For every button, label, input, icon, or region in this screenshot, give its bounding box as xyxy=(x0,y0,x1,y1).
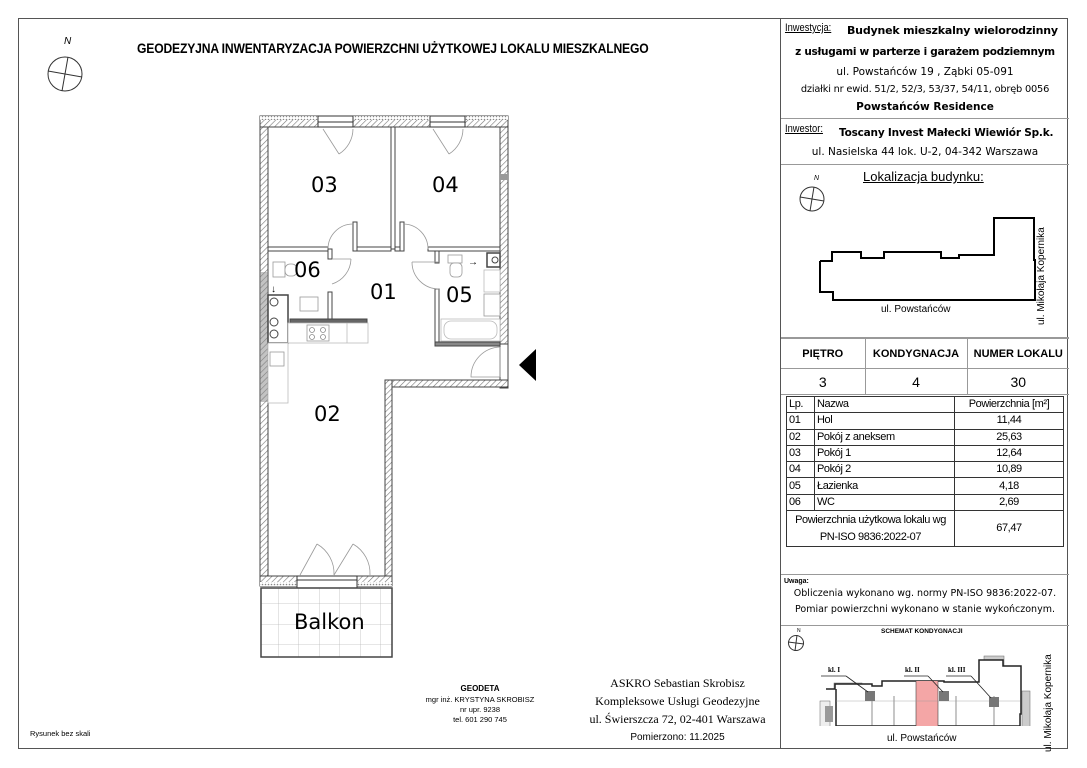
row-name: Hol xyxy=(815,413,955,429)
schema-title: SCHEMAT KONDYGNACJI xyxy=(881,628,963,635)
row-area: 25,63 xyxy=(955,429,1064,445)
room-03-label: 03 xyxy=(311,173,338,197)
investor-name: Toscany Invest Małecki Wiewiór Sp.k. xyxy=(839,127,1054,139)
row-name: Pokój z aneksem xyxy=(815,429,955,445)
row-name: Pokój 1 xyxy=(815,445,955,461)
investment-section xyxy=(781,18,1069,119)
compass-icon xyxy=(45,54,85,94)
value-unit-number: 30 xyxy=(967,369,1069,395)
table-row xyxy=(787,429,1064,445)
stair-label-1: kl. I xyxy=(828,666,841,674)
table-row xyxy=(787,494,1064,510)
table-row xyxy=(787,462,1064,478)
surveyor-license: nr upr. 9238 xyxy=(459,705,501,714)
schema-plan xyxy=(816,646,1031,726)
surveyor-phone: tel. 601 290 745 xyxy=(453,715,507,724)
row-lp: 05 xyxy=(787,478,815,494)
header-floor: PIĘTRO xyxy=(781,339,865,369)
location-section xyxy=(781,165,1069,338)
page-title: GEODEZYJNA INWENTARYZACJA POWIERZCHNI UŻYTKOWEJ LOKALU MIESZKALNEGO xyxy=(137,41,649,56)
total-label xyxy=(787,511,955,547)
investment-label: Inwestycja: xyxy=(785,22,832,34)
investor-section xyxy=(781,119,1069,165)
table-row xyxy=(787,478,1064,494)
schema-street-bottom: ul. Powstańców xyxy=(887,733,957,744)
room-02-label: 02 xyxy=(314,402,341,426)
schema-north-label: N xyxy=(797,628,801,634)
stair-label-3: kl. III xyxy=(948,666,966,674)
row-lp: 03 xyxy=(787,445,815,461)
row-lp: 02 xyxy=(787,429,815,445)
row-lp: 01 xyxy=(787,413,815,429)
entrance-arrow-icon xyxy=(518,348,538,382)
row-area: 11,44 xyxy=(955,413,1064,429)
header-storey: KONDYGNACJA xyxy=(865,339,967,369)
surveyor-name: mgr inż. KRYSTYNA SKROBISZ xyxy=(425,695,535,704)
notes-section xyxy=(781,574,1069,626)
investment-line2: z usługami w parterze i garażem podziemnym xyxy=(795,46,1055,58)
room-04-label: 04 xyxy=(432,173,459,197)
investment-plots: działki nr ewid. 51/2, 52/3, 53/37, 54/11, obręb 0056 xyxy=(800,84,1050,95)
surveyor-block xyxy=(415,684,545,724)
row-name: Pokój 2 xyxy=(815,462,955,478)
surveyor-title: GEODETA xyxy=(460,684,500,693)
col-name: Nazwa xyxy=(815,397,955,413)
total-label-line2: PN-ISO 9836:2022-07 xyxy=(819,530,922,543)
notes-line1: Obliczenia wykonano wg. normy PN-ISO 9836:2022-07. xyxy=(793,588,1057,599)
notes-label: Uwaga: xyxy=(784,578,809,585)
company-desc: Kompleksowe Usługi Geodezyjne xyxy=(595,694,760,708)
row-area: 12,64 xyxy=(955,445,1064,461)
investment-name: Powstańców Residence xyxy=(856,101,994,113)
location-street-bottom: ul. Powstańców xyxy=(881,304,951,315)
col-area: Powierzchnia [m²] xyxy=(955,397,1064,413)
info-panel xyxy=(780,18,1068,752)
location-title: Lokalizacja budynku: xyxy=(863,169,984,184)
row-area: 4,18 xyxy=(955,478,1064,494)
schema-street-right: ul. Mikołaja Kopernika xyxy=(1043,654,1054,752)
investor-label: Inwestor: xyxy=(785,123,823,135)
value-storey: 4 xyxy=(865,369,967,395)
area-table xyxy=(786,396,1064,547)
scale-note: Rysunek bez skali xyxy=(30,729,91,738)
row-lp: 06 xyxy=(787,494,815,510)
company-name: ASKRO Sebastian Skrobisz xyxy=(610,676,745,690)
investment-line1: Budynek mieszkalny wielorodzinny xyxy=(847,24,1058,37)
col-lp: Lp. xyxy=(787,397,815,413)
value-floor: 3 xyxy=(781,369,865,395)
investor-address: ul. Nasielska 44 lok. U-2, 04-342 Warszawa xyxy=(811,146,1039,158)
schema-compass-icon xyxy=(787,634,805,652)
company-block xyxy=(575,676,780,743)
header-unit-number: NUMER LOKALU xyxy=(967,339,1069,369)
balcony-label: Balkon xyxy=(294,610,365,634)
north-label: N xyxy=(64,36,72,47)
row-lp: 04 xyxy=(787,462,815,478)
svg-text:↓: ↓ xyxy=(271,284,276,295)
total-value: 67,47 xyxy=(955,511,1064,547)
location-north-label: N xyxy=(814,175,820,182)
location-street-right: ul. Mikołaja Kopernika xyxy=(1036,227,1047,325)
total-label-line1: Powierzchnia użytkowa lokalu wg xyxy=(795,513,946,526)
storey-schema xyxy=(781,626,1069,752)
room-06-label: 06 xyxy=(294,258,321,282)
total-row xyxy=(787,511,1064,547)
company-address: ul. Świerszcza 72, 02-401 Warszawa xyxy=(589,712,766,726)
table-row xyxy=(787,445,1064,461)
room-05-label: 05 xyxy=(446,283,473,307)
svg-text:→: → xyxy=(468,257,478,268)
floor-plan xyxy=(255,112,545,667)
room-01-label: 01 xyxy=(370,280,397,304)
row-area: 10,89 xyxy=(955,462,1064,478)
row-name: WC xyxy=(815,494,955,510)
table-row xyxy=(787,413,1064,429)
building-outline xyxy=(811,210,1041,310)
location-compass-icon xyxy=(798,185,826,213)
row-name: Łazienka xyxy=(815,478,955,494)
unit-info-table xyxy=(781,338,1069,395)
stair-label-2: kl. II xyxy=(905,666,920,674)
notes-line2: Pomiar powierzchni wykonano w stanie wykończonym. xyxy=(795,604,1055,615)
row-area: 2,69 xyxy=(955,494,1064,510)
investment-address: ul. Powstańców 19 , Ząbki 05-091 xyxy=(836,66,1014,78)
measured-date: Pomierzono: 11.2025 xyxy=(630,732,725,743)
